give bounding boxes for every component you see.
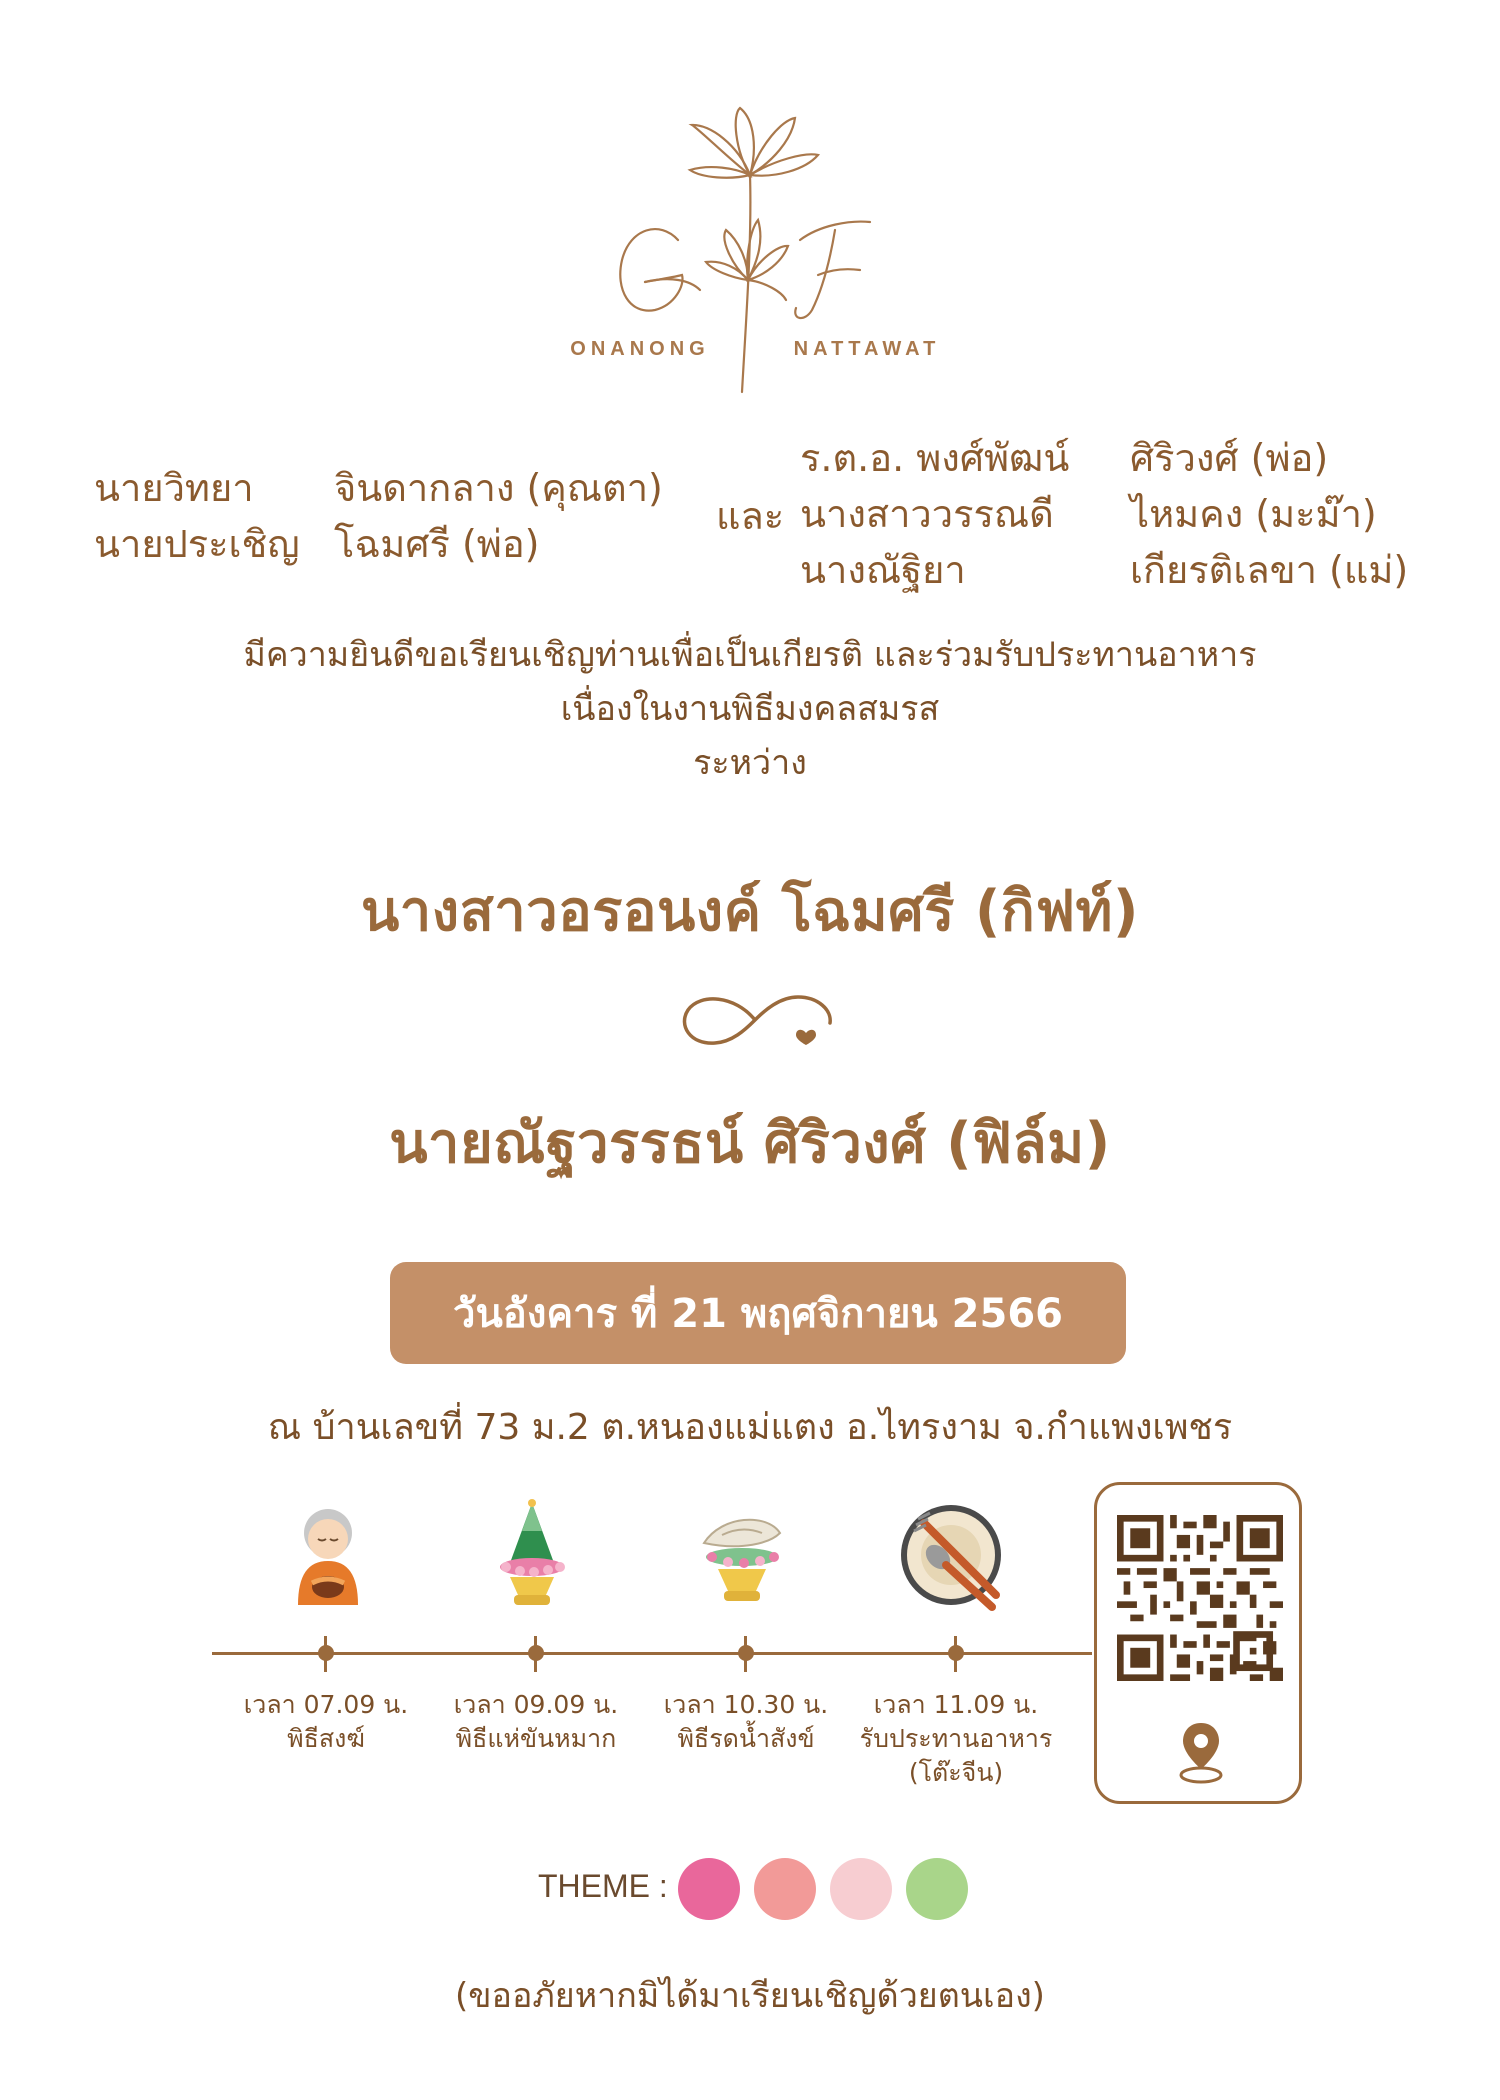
bride-name: นางสาวอรอนงค์ โฉมศรี (กิฟท์) <box>361 879 1139 944</box>
conjunction-and: และ <box>716 494 785 538</box>
schedule-subtitle: (โต๊ะจีน) <box>908 1758 1004 1787</box>
monk-icon <box>268 1495 388 1615</box>
timeline-dot <box>948 1645 964 1661</box>
invitation-line: มีความยินดีขอเรียนเชิญท่านเพื่อเป็นเกียรติ และร่วมรับประทานอาหาร <box>243 635 1257 675</box>
schedule-time: เวลา 09.09 น. <box>453 1690 619 1719</box>
couple-logo <box>560 100 960 410</box>
invitation-line: ระหว่าง <box>693 743 807 783</box>
map-pin-icon[interactable] <box>1171 1717 1231 1787</box>
plate-fork-spoon-icon <box>896 1495 1016 1615</box>
infinity-heart-icon <box>670 985 840 1055</box>
schedule-title: รับประทานอาหาร <box>859 1724 1053 1753</box>
wedding-date-badge <box>390 1262 1126 1364</box>
timeline-dot <box>528 1645 544 1661</box>
theme-color-swatch <box>754 1858 816 1920</box>
schedule-time: เวลา 11.09 น. <box>873 1690 1039 1719</box>
bride-parent-last: จินดากลาง (คุณตา) <box>334 466 663 510</box>
groom-logo-name: NATTAWAT <box>793 338 941 360</box>
conch-shell-icon <box>682 1495 802 1615</box>
bride-logo-name: ONANONG <box>570 338 710 360</box>
qr-code-icon[interactable] <box>1117 1515 1283 1681</box>
groom-parent-first: นางณัฐิยา <box>800 548 966 592</box>
schedule-item <box>416 1688 656 1756</box>
groom-parent-last: ไหมคง (มะม๊า) <box>1130 492 1377 536</box>
khan-maak-icon <box>472 1495 592 1615</box>
timeline-dot <box>738 1645 754 1661</box>
wedding-date: วันอังคาร ที่ 21 พฤศจิกายน 2566 <box>453 1291 1063 1337</box>
invitation-line: เนื่องในงานพิธีมงคลสมรส <box>560 689 940 729</box>
theme-label: THEME : <box>538 1868 668 1904</box>
groom-parent-first: นางสาววรรณดี <box>800 492 1054 536</box>
bride-parent-last: โฉมศรี (พ่อ) <box>334 522 540 566</box>
schedule-title: พิธีรดน้ำสังข์ <box>677 1724 815 1753</box>
schedule-time: เวลา 10.30 น. <box>663 1690 829 1719</box>
schedule-title: พิธีสงฆ์ <box>287 1724 365 1753</box>
apology-note: (ขออภัยหากมิได้มาเรียนเชิญด้วยตนเอง) <box>455 1976 1045 2016</box>
timeline-dot <box>318 1645 334 1661</box>
theme-color-swatch <box>830 1858 892 1920</box>
location-qr-card[interactable] <box>1094 1482 1302 1804</box>
bride-parent-first: นายวิทยา <box>94 466 254 510</box>
groom-name: นายณัฐวรรธน์ ศิริวงศ์ (ฟิล์ม) <box>389 1111 1111 1176</box>
venue-address: ณ บ้านเลขที่ 73 ม.2 ต.หนองแม่แตง อ.ไทรงาม จ.กำแพงเพชร <box>267 1407 1233 1448</box>
groom-parent-last: ศิริวงศ์ (พ่อ) <box>1130 436 1329 480</box>
schedule-item <box>206 1688 446 1756</box>
bride-parent-first: นายประเชิญ <box>94 522 300 566</box>
theme-color-swatch <box>906 1858 968 1920</box>
groom-parent-last: เกียรติเลขา (แม่) <box>1130 548 1409 592</box>
schedule-item <box>836 1688 1076 1790</box>
schedule-title: พิธีแห่ขันหมาก <box>455 1724 617 1753</box>
flower-monogram-icon <box>560 100 960 410</box>
schedule-item <box>626 1688 866 1756</box>
theme-color-swatch <box>678 1858 740 1920</box>
schedule-time: เวลา 07.09 น. <box>243 1690 409 1719</box>
groom-parent-first: ร.ต.อ. พงศ์พัฒน์ <box>800 436 1070 480</box>
